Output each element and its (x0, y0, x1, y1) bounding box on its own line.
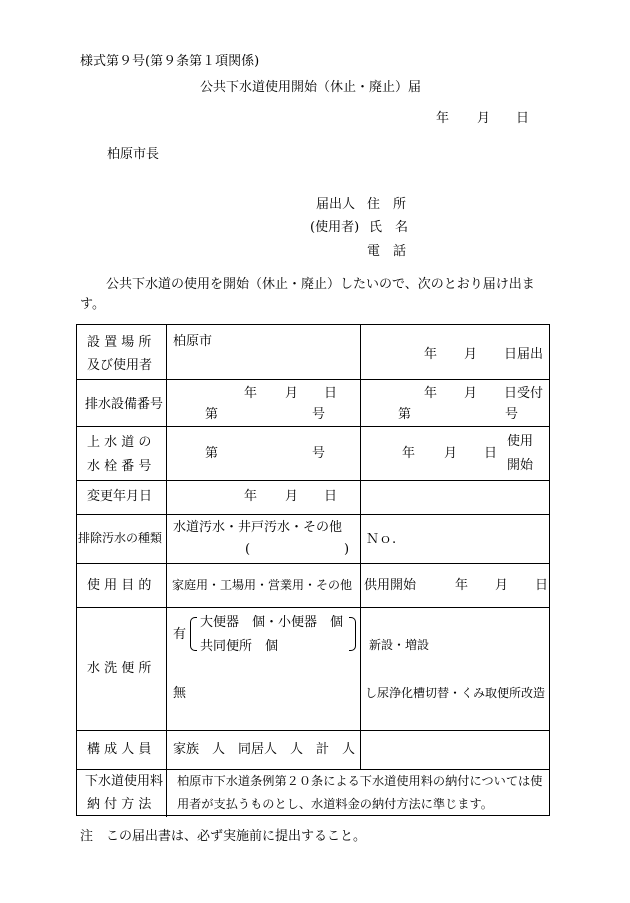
row3-label-line1: 上 水 道 の (87, 435, 152, 450)
row3-use-line2: 開始 (507, 458, 534, 473)
toilet-yes: 有 (173, 627, 187, 642)
row6-year: 年 (455, 578, 469, 593)
row4-label: 変更年月日 (87, 489, 153, 504)
row5-number-label: Ｎｏ. (366, 532, 397, 547)
payment-method-line2: 用者が支払うものとし、水道料金の納付方法に準じます。 (177, 797, 493, 811)
usage-purposes: 家庭用・工場用・営業用・その他 (172, 578, 353, 592)
row6-month: 月 (495, 578, 509, 593)
wastewater-types: 水道汚水・井戸汚水・その他 (173, 520, 343, 535)
footer-note: 注 この届出書は、必ず実施前に提出すること。 (80, 829, 367, 844)
row9-label-line2: 納 付 方 法 (87, 797, 152, 812)
conversion-text: し尿浄化槽切替・くみ取便所改造 (365, 686, 546, 700)
row2-day: 日 (324, 386, 338, 401)
addressee: 柏原市長 (107, 147, 160, 162)
row3-label-line2: 水 栓 番 号 (87, 459, 152, 474)
name-label: 氏 名 (369, 220, 409, 235)
new-or-additional: 新設・増設 (369, 638, 430, 652)
date-month-label: 月 (477, 111, 491, 126)
toilet-counts-line1: 大便器 個・小便器 個 (200, 615, 344, 630)
address-label: 住 所 (367, 197, 407, 212)
row1-day-submitted: 日届出 (504, 347, 544, 362)
row5-label: 排除汚水の種類 (78, 531, 163, 545)
right-bracket (349, 617, 356, 651)
installation-place: 柏原市 (173, 334, 213, 349)
row2-r-go: 号 (505, 407, 519, 422)
payment-method-line1: 柏原市下水道条例第２０条による下水道使用料の納付については使 (177, 774, 543, 788)
row1-label-line2: 及び使用者 (87, 358, 153, 373)
row2-month: 月 (285, 386, 299, 401)
row7-label: 水 洗 便 所 (87, 661, 152, 676)
left-bracket (190, 617, 197, 651)
row2-r-month: 月 (464, 386, 478, 401)
service-start-label: 供用開始 (364, 578, 417, 593)
row2-dai: 第 (205, 407, 219, 422)
row2-go: 号 (312, 407, 326, 422)
row2-year: 年 (244, 386, 258, 401)
row8-label: 構 成 人 員 (87, 742, 152, 757)
row3-go: 号 (312, 446, 326, 461)
applicant-label: 届出人 (316, 197, 356, 212)
row1-month: 月 (464, 347, 478, 362)
date-year-label: 年 (436, 111, 450, 126)
row5-paren-open: ( (245, 542, 251, 557)
user-label: (使用者) (310, 220, 360, 235)
phone-label: 電 話 (367, 244, 407, 259)
date-day-label: 日 (516, 111, 530, 126)
row5-paren-close: ) (344, 542, 350, 557)
row1-label-line1: 設 置 場 所 (87, 335, 152, 350)
body-text (80, 275, 550, 315)
form-number: 様式第９号(第９条第１項関係) (80, 54, 260, 69)
form-table (76, 324, 550, 816)
row2-r-year: 年 (424, 386, 438, 401)
row6-day: 日 (535, 578, 549, 593)
row4-year: 年 (244, 489, 258, 504)
row2-label: 排水設備番号 (85, 397, 164, 412)
row1-year: 年 (424, 347, 438, 362)
toilet-none: 無 (173, 686, 187, 701)
household-members: 家族 人 同居人 人 計 人 (173, 742, 356, 757)
row3-r-year: 年 (402, 446, 416, 461)
document-title: 公共下水道使用開始（休止・廃止）届 (200, 80, 422, 95)
row3-r-month: 月 (444, 446, 458, 461)
row6-label: 使 用 目 的 (87, 578, 152, 593)
row3-r-day: 日 (484, 446, 498, 461)
toilet-counts-line2: 共同便所 個 (200, 639, 279, 654)
row4-month: 月 (285, 489, 299, 504)
row2-r-dai: 第 (398, 407, 412, 422)
row4-day: 日 (324, 489, 338, 504)
row2-r-day-received: 日受付 (504, 386, 544, 401)
row3-dai: 第 (205, 446, 219, 461)
row9-label-line1: 下水道使用料 (85, 774, 164, 789)
body-sentence: 公共下水道の使用を開始（休止・廃止）したいので、次のとおり届け出ます。 (80, 277, 535, 312)
row3-use-line1: 使用 (507, 434, 534, 449)
